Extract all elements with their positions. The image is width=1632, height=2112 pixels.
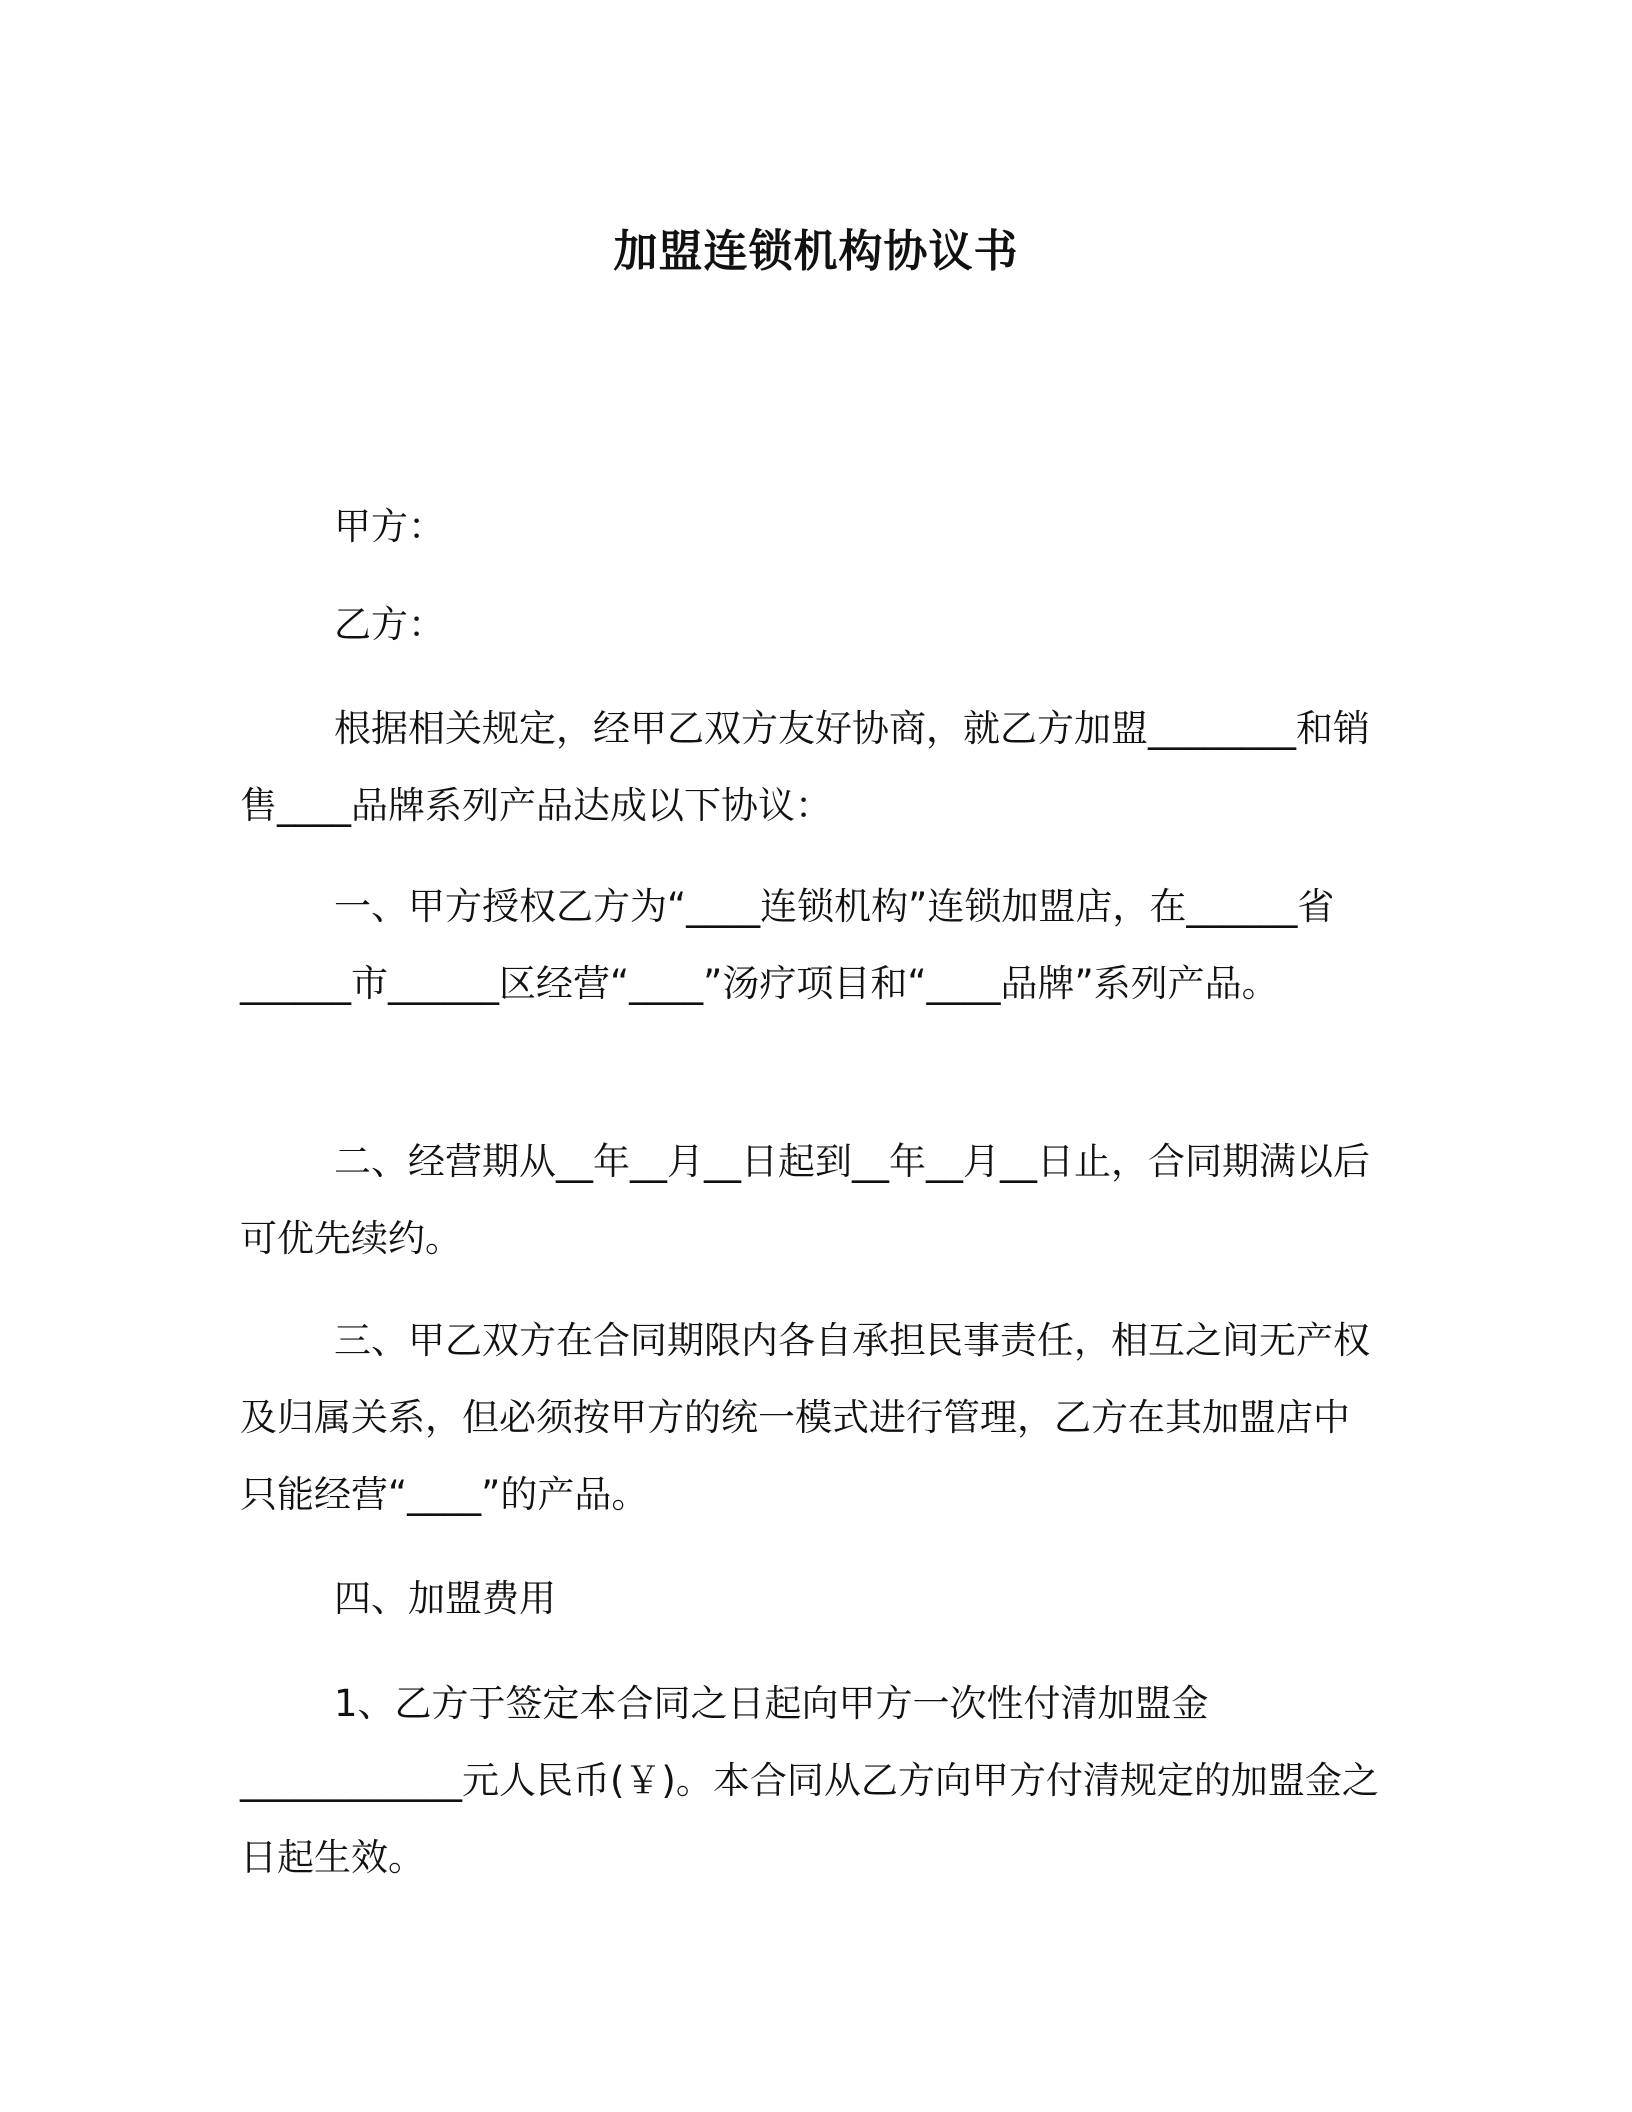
clause-3-paragraph: 三、甲乙双方在合同期限内各自承担民事责任，相互之间无产权及归属关系，但必须按甲方的统一模式进行管理，乙方在其加盟店中只能经营“____”的产品。 xyxy=(240,1319,1370,1516)
clause-4-1-paragraph: 1、乙方于签定本合同之日起向甲方一次性付清加盟金____________元人民币(￥)。本合同从乙方向甲方付清规定的加盟金之日起生效。 xyxy=(240,1682,1379,1879)
party-b-line: 乙方： xyxy=(334,603,445,646)
clause-1-paragraph: 一、甲方授权乙方为“____连锁机构”连锁加盟店，在______省______市______区经营“____”汤疗项目和“____品牌”系列产品。 xyxy=(240,885,1335,1005)
clause-4-heading: 四、加盟费用 xyxy=(334,1577,556,1620)
clause-2-paragraph: 二、经营期从__年__月__日起到__年__月__日止，合同期满以后可优先续约。 xyxy=(240,1140,1370,1260)
party-a-line: 甲方： xyxy=(334,505,445,548)
document-title: 加盟连锁机构协议书 xyxy=(613,226,1019,277)
intro-paragraph: 根据相关规定，经甲乙双方友好协商，就乙方加盟________和销售____品牌系列产品达成以下协议： xyxy=(240,707,1370,827)
